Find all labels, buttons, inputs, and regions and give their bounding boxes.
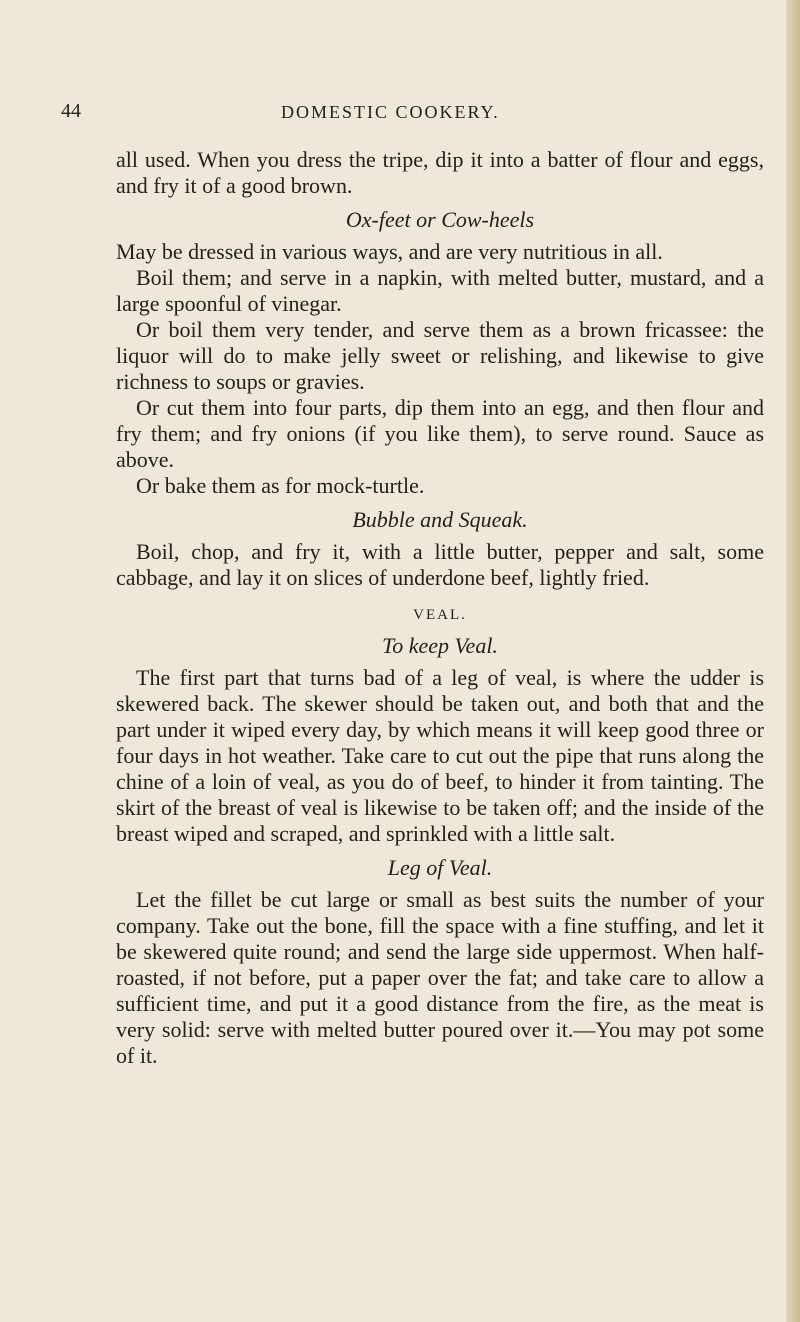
paragraph: all used. When you dress the tripe, dip it into a batter of flour and eggs, and fry it of a good brown. bbox=[116, 147, 764, 198]
paragraph: Or bake them as for mock-turtle. bbox=[136, 473, 425, 498]
recipe-heading: Bubble and Squeak. bbox=[352, 507, 528, 532]
section-heading: VEAL. bbox=[413, 607, 467, 623]
paragraph: May be dressed in various ways, and are very nutritious in all. bbox=[116, 239, 663, 264]
paragraph: The first part that turns bad of a leg of veal, is where the udder is skewered back. The skewer should be taken out, and both that and the part under it wiped every day, by which means it will keep good three or four days in hot weather. Take care to cut out the pipe that runs along the chine of a loin of veal, as you do of beef, to hinder it from tainting. The skirt of the breast of veal is likewise to be taken off; and the inside of the breast wiped and scraped, and sprinkled with a little salt. bbox=[116, 665, 764, 846]
page-edge bbox=[786, 0, 800, 1322]
paragraph: Let the fillet be cut large or small as best suits the number of your company. Take out the bone, fill the space with a fine stuffing, and let it be skewered quite round; and send the large side uppermost. When half-roasted, if not before, put a paper over the fat; and take care to allow a sufficient time, and put it a good distance from the fire, as the meat is very solid: serve with melted butter poured over it.—You may pot some of it. bbox=[116, 887, 764, 1068]
running-head: DOMESTIC COOKERY. bbox=[281, 102, 500, 122]
page-number: 44 bbox=[61, 100, 81, 122]
recipe-heading: To keep Veal. bbox=[382, 633, 498, 658]
paragraph: Boil them; and serve in a napkin, with melted butter, mustard, and a large spoonful of vinegar. bbox=[116, 265, 764, 316]
recipe-heading: Leg of Veal. bbox=[387, 855, 493, 880]
paragraph: Or boil them very tender, and serve them as a brown fricassee: the liquor will do to make jelly sweet or relishing, and likewise to give richness to soups or gravies. bbox=[116, 317, 764, 394]
paragraph: Or cut them into four parts, dip them into an egg, and then flour and fry them; and fry onions (if you like them), to serve round. Sauce as above. bbox=[116, 395, 764, 472]
recipe-heading: Ox-feet or Cow-heels bbox=[345, 207, 535, 232]
paragraph: Boil, chop, and fry it, with a little butter, pepper and salt, some cabbage, and lay it on slices of underdone beef, lightly fried. bbox=[116, 539, 764, 590]
page-body bbox=[116, 147, 764, 1069]
page-header bbox=[0, 100, 800, 130]
